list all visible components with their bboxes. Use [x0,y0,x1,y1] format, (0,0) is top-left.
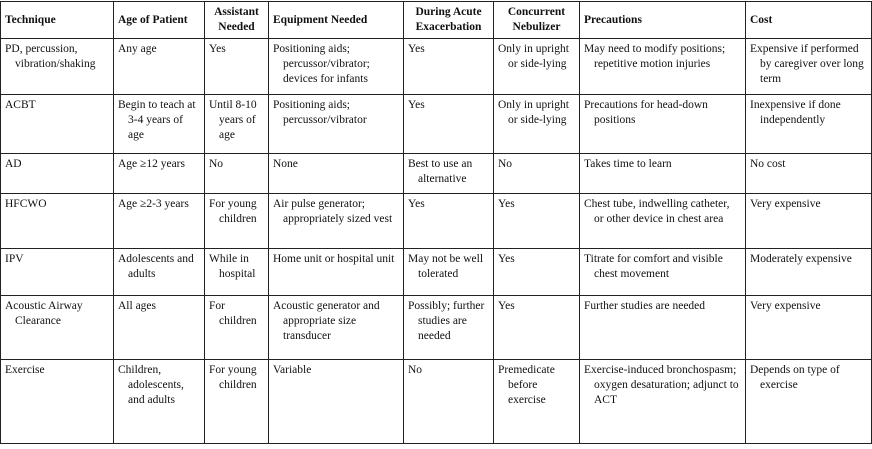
column-header: Equipment Needed [269,2,404,39]
table-cell: For young children [205,360,269,444]
table-row [1,249,872,296]
table-cell: Age ≥2-3 years [114,194,205,249]
table-cell: Precautions for head-down positions [580,95,746,154]
table-cell: Children, adolescents, and adults [114,360,205,444]
table-cell: Yes [494,194,580,249]
table-cell: Further studies are needed [580,296,746,360]
table-cell: No [404,360,494,444]
table-cell: Very expensive [746,194,872,249]
table-cell: AD [1,154,114,194]
table-row [1,154,872,194]
table-cell: Only in upright or side-lying [494,39,580,95]
table-cell: Best to use an alternative [404,154,494,194]
table-cell: Yes [404,95,494,154]
table-cell: For children [205,296,269,360]
table-cell: Takes time to learn [580,154,746,194]
table-cell: All ages [114,296,205,360]
column-header: Concurrent Nebulizer [494,2,580,39]
table-cell: HFCWO [1,194,114,249]
table-cell: None [269,154,404,194]
table-cell: Age ≥12 years [114,154,205,194]
table-row [1,194,872,249]
table-cell: Exercise-induced bronchospasm; oxygen desaturation; adjunct to ACT [580,360,746,444]
table-cell: Begin to teach at 3-4 years of age [114,95,205,154]
table-cell: Variable [269,360,404,444]
table-cell: May not be well tolerated [404,249,494,296]
table-cell: Possibly; further studies are needed [404,296,494,360]
table-cell: Positioning aids; percussor/vibrator; devices for infants [269,39,404,95]
column-header: During Acute Exacerbation [404,2,494,39]
table-cell: Any age [114,39,205,95]
table-cell: ACBT [1,95,114,154]
table-cell: Chest tube, indwelling catheter, or other device in chest area [580,194,746,249]
table-cell: IPV [1,249,114,296]
table-cell: Yes [404,194,494,249]
table-cell: Air pulse generator; appropriately sized vest [269,194,404,249]
table-cell: Acoustic Airway Clearance [1,296,114,360]
table-cell: Inexpensive if done independently [746,95,872,154]
table-cell: Only in upright or side-lying [494,95,580,154]
table-cell: Premedicate before exercise [494,360,580,444]
table-cell: Exercise [1,360,114,444]
table-cell: Very expensive [746,296,872,360]
table-cell: Moderately expensive [746,249,872,296]
table-row [1,95,872,154]
table-cell: For young children [205,194,269,249]
table-cell: No [205,154,269,194]
act-comparison-table [0,1,872,444]
table-cell: Positioning aids; percussor/vibrator [269,95,404,154]
column-header: Assistant Needed [205,2,269,39]
table-cell: While in hospital [205,249,269,296]
column-header: Technique [1,2,114,39]
table-cell: Yes [205,39,269,95]
table-row [1,360,872,444]
table-cell: May need to modify positions; repetitive motion injuries [580,39,746,95]
column-header: Age of Patient [114,2,205,39]
table-cell: Home unit or hospital unit [269,249,404,296]
table-cell: Expensive if performed by caregiver over long term [746,39,872,95]
table-cell: Adolescents and adults [114,249,205,296]
table-cell: Until 8-10 years of age [205,95,269,154]
header-row [1,2,872,39]
table-row [1,296,872,360]
table-cell: PD, percussion, vibration/shaking [1,39,114,95]
table-cell: Yes [494,249,580,296]
table-cell: Depends on type of exercise [746,360,872,444]
table-cell: Yes [494,296,580,360]
table-cell: No [494,154,580,194]
table-cell: No cost [746,154,872,194]
table-row [1,39,872,95]
table-cell: Yes [404,39,494,95]
column-header: Precautions [580,2,746,39]
table-cell: Titrate for comfort and visible chest movement [580,249,746,296]
column-header: Cost [746,2,872,39]
table-cell: Acoustic generator and appropriate size transducer [269,296,404,360]
